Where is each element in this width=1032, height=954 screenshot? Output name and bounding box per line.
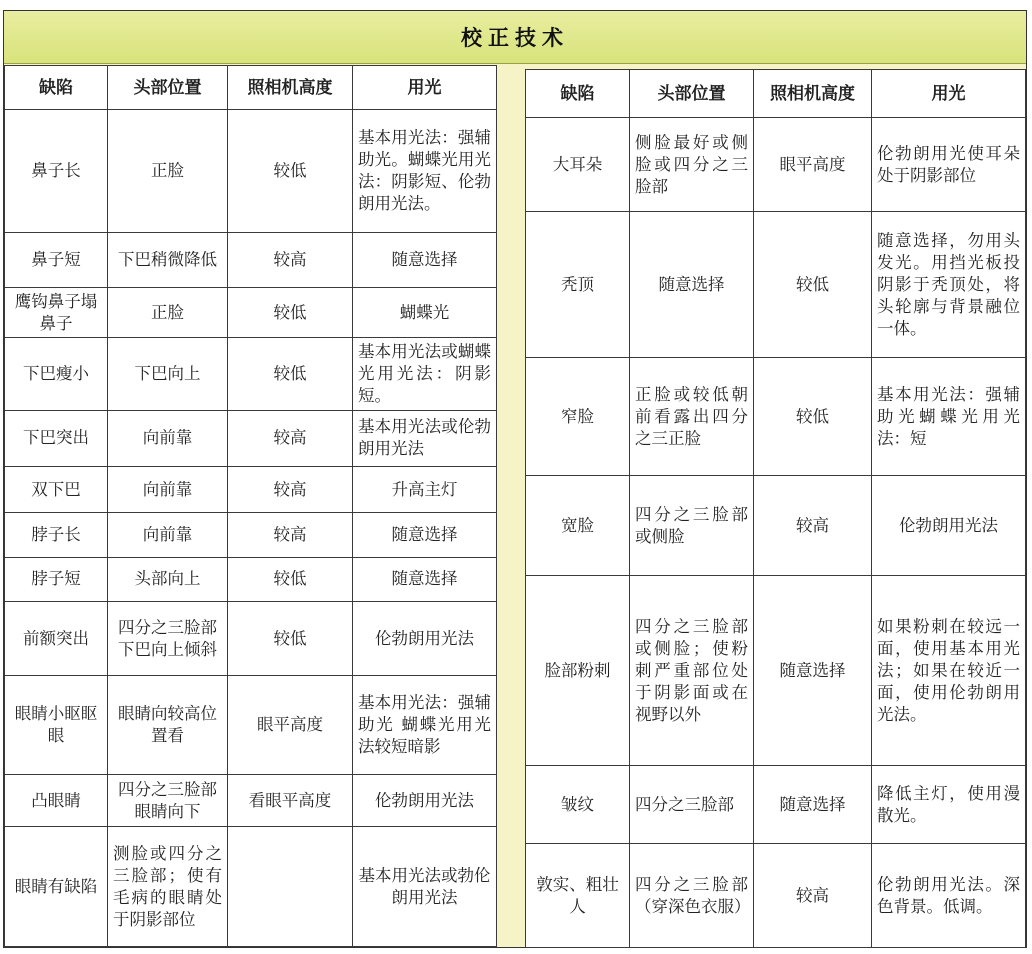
camera-height-cell: 较低 [228, 601, 353, 675]
lighting-cell: 基本用光法：强辅助光蝴蝶光用光法：短 [872, 358, 1026, 476]
table-row [526, 766, 1026, 844]
defect-cell: 鹰钩鼻子塌鼻子 [5, 288, 108, 338]
left-table [4, 65, 497, 947]
defect-cell: 大耳朵 [526, 118, 630, 212]
camera-height-cell: 较高 [228, 513, 353, 557]
table-row [526, 212, 1026, 358]
head-position-cell: 四分之三脸部 [630, 766, 754, 844]
table-row [5, 513, 497, 557]
table-row [526, 358, 1026, 476]
lighting-cell: 随意选择 [353, 557, 497, 601]
camera-height-cell: 较低 [754, 358, 872, 476]
camera-height-cell: 眼平高度 [228, 676, 353, 775]
head-position-cell: 四分之三脸部（穿深色衣服） [630, 844, 754, 948]
table-row [526, 476, 1026, 576]
defect-cell: 下巴瘦小 [5, 338, 108, 410]
camera-height-cell: 较低 [228, 338, 353, 410]
defect-cell: 前额突出 [5, 601, 108, 675]
header-camera-height: 照相机高度 [228, 66, 353, 110]
table-row [5, 467, 497, 513]
defect-cell: 皱纹 [526, 766, 630, 844]
header-lighting: 用光 [353, 66, 497, 110]
camera-height-cell: 较低 [228, 110, 353, 233]
defect-cell: 鼻子长 [5, 110, 108, 233]
defect-cell: 脸部粉刺 [526, 576, 630, 766]
lighting-cell: 降低主灯，使用漫散光。 [872, 766, 1026, 844]
lighting-cell: 如果粉刺在较远一面，使用基本用光法；如果在较近一面，使用伦勃朗用光法。 [872, 576, 1026, 766]
camera-height-cell: 眼平高度 [754, 118, 872, 212]
head-position-cell: 正脸 [108, 110, 228, 233]
head-position-cell: 眼睛向较高位置看 [108, 676, 228, 775]
table-row [526, 844, 1026, 948]
table-row [5, 676, 497, 775]
camera-height-cell: 看眼平高度 [228, 774, 353, 826]
head-position-cell: 正脸 [108, 288, 228, 338]
head-position-cell: 头部向上 [108, 557, 228, 601]
defect-cell: 脖子短 [5, 557, 108, 601]
table-row [5, 288, 497, 338]
lighting-cell: 基本用光法：强辅助光。蝴蝶光用光法：阴影短、伦勃朗用光法。 [353, 110, 497, 233]
camera-height-cell: 较低 [754, 212, 872, 358]
lighting-cell: 基本用光法或伦勃朗用光法 [353, 410, 497, 466]
camera-height-cell: 较高 [228, 467, 353, 513]
defect-cell: 下巴突出 [5, 410, 108, 466]
head-position-cell: 向前靠 [108, 410, 228, 466]
lighting-cell: 升高主灯 [353, 467, 497, 513]
camera-height-cell: 较高 [754, 844, 872, 948]
defect-cell: 眼睛小眍眍眼 [5, 676, 108, 775]
defect-cell: 鼻子短 [5, 232, 108, 287]
header-camera-height: 照相机高度 [754, 70, 872, 118]
defect-cell: 窄脸 [526, 358, 630, 476]
lighting-cell: 伦勃朗用光法。深色背景。低调。 [872, 844, 1026, 948]
lighting-cell: 随意选择 [353, 513, 497, 557]
head-position-cell: 侧脸最好或侧脸或四分之三脸部 [630, 118, 754, 212]
defect-cell: 双下巴 [5, 467, 108, 513]
defect-cell: 敦实、粗壮人 [526, 844, 630, 948]
head-position-cell: 向前靠 [108, 467, 228, 513]
lighting-cell: 伦勃朗用光使耳朵处于阴影部位 [872, 118, 1026, 212]
head-position-cell: 四分之三脸部或侧脸；使粉刺严重部位处于阴影面或在视野以外 [630, 576, 754, 766]
camera-height-cell: 随意选择 [754, 766, 872, 844]
camera-height-cell: 较高 [228, 232, 353, 287]
defect-cell: 眼睛有缺陷 [5, 827, 108, 947]
head-position-cell: 四分之三脸部眼睛向下 [108, 774, 228, 826]
lighting-cell: 基本用光法：强辅助光 蝴蝶光用光法较短暗影 [353, 676, 497, 775]
table-row [5, 338, 497, 410]
title-bar [4, 11, 1026, 64]
head-position-cell: 随意选择 [630, 212, 754, 358]
head-position-cell: 下巴向上 [108, 338, 228, 410]
table-row [526, 118, 1026, 212]
head-position-cell: 测脸或四分之三脸部；使有毛病的眼睛处于阴影部位 [108, 827, 228, 947]
table-row [5, 827, 497, 947]
header-lighting: 用光 [872, 70, 1026, 118]
head-position-cell: 正脸或较低朝前看露出四分之三正脸 [630, 358, 754, 476]
lighting-cell: 蝴蝶光 [353, 288, 497, 338]
table-row [5, 774, 497, 826]
defect-cell: 秃顶 [526, 212, 630, 358]
table-row [5, 110, 497, 233]
table-row [5, 557, 497, 601]
defect-cell: 凸眼睛 [5, 774, 108, 826]
lighting-cell: 伦勃朗用光法 [353, 774, 497, 826]
header-defect: 缺陷 [526, 70, 630, 118]
table-row [5, 410, 497, 466]
lighting-cell: 伦勃朗用光法 [353, 601, 497, 675]
lighting-cell: 随意选择 [353, 232, 497, 287]
lighting-cell: 随意选择，勿用头发光。用挡光板投阴影于秃顶处，将头轮廓与背景融位一体。 [872, 212, 1026, 358]
table-row [526, 576, 1026, 766]
lighting-cell: 基本用光法或勃伦朗用光法 [353, 827, 497, 947]
table-row [5, 601, 497, 675]
header-row [526, 70, 1026, 118]
header-head-position: 头部位置 [108, 66, 228, 110]
camera-height-cell: 随意选择 [754, 576, 872, 766]
head-position-cell: 四分之三脸部或侧脸 [630, 476, 754, 576]
head-position-cell: 四分之三脸部下巴向上倾斜 [108, 601, 228, 675]
lighting-cell: 伦勃朗用光法 [872, 476, 1026, 576]
camera-height-cell: 较低 [228, 557, 353, 601]
camera-height-cell [228, 827, 353, 947]
header-head-position: 头部位置 [630, 70, 754, 118]
page-title: 校正技术 [461, 26, 569, 50]
defect-cell: 宽脸 [526, 476, 630, 576]
camera-height-cell: 较低 [228, 288, 353, 338]
page-frame [3, 10, 1027, 948]
camera-height-cell: 较高 [228, 410, 353, 466]
header-row [5, 66, 497, 110]
header-defect: 缺陷 [5, 66, 108, 110]
right-table [525, 69, 1026, 948]
lighting-cell: 基本用光法或蝴蝶光用光法：阴影短。 [353, 338, 497, 410]
table-row [5, 232, 497, 287]
head-position-cell: 向前靠 [108, 513, 228, 557]
defect-cell: 脖子长 [5, 513, 108, 557]
camera-height-cell: 较高 [754, 476, 872, 576]
head-position-cell: 下巴稍微降低 [108, 232, 228, 287]
